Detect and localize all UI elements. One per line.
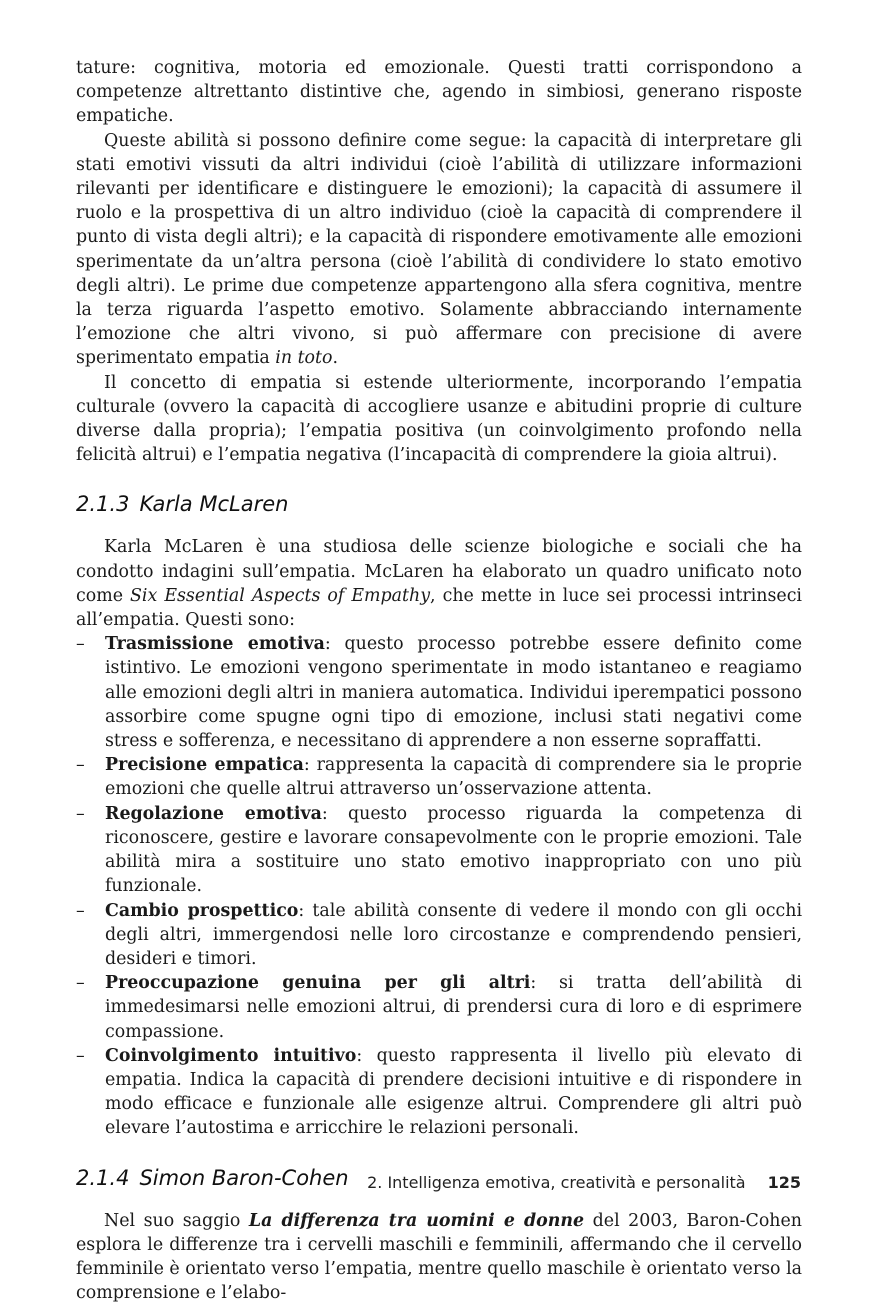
- list-item-term: Preoccupazione genuina per gli altri: [105, 973, 531, 994]
- list-item: [76, 971, 802, 1044]
- italic-six-aspects: Six Essential Aspects of Empathy: [130, 585, 431, 606]
- list-item: [76, 1044, 802, 1141]
- paragraph-baron-cohen-b: del 2003, Baron-Cohen esplora le differenze tra i cervelli maschili e femminili, affermando che il cervello femminile è orientato verso l’empatia, mentre quello maschile è orientato verso la comprensione e l’elabo-: [76, 1210, 802, 1304]
- list-item-text: : questo processo potrebbe essere definito come istintivo. Le emozioni vengono sperimentate in modo istantaneo e reagiamo alle emozioni degli altri in maniera automatica. Individui iperempatici possono assorbire come spugne ogni tipo di emozione, inclusi stati negativi come stress e sofferenza, e necessitano di apprendere a non esserne sopraffatti.: [105, 634, 802, 752]
- page-body: [76, 56, 802, 1305]
- aspects-list: [76, 632, 802, 1140]
- paragraph-abilities-text: Queste abilità si possono definire come segue: la capacità di interpretare gli stati emotivi vissuti da altri individui (cioè l’abilità di utilizzare informazioni rilevanti per identificare e distinguere le emozioni); la capacità di assumere il ruolo e la prospettiva di un altro individuo (cioè la capacità di comprendere il punto di vista degli altri); e la capacità di rispondere emotivamente alle emozioni sperimentate da un’altra persona (cioè l’abilità di condividere lo stato emotivo degli altri). Le prime due competenze appartengono alla sfera cognitiva, mentre la terza riguarda l’aspetto emotivo. Solamente abbracciando internamente l’emozione che altri vivono, si può affermare con precisione di avere sperimentato empatia: [76, 130, 802, 369]
- page-number: 125: [767, 1173, 801, 1192]
- list-item-text: : questo rappresenta il livello più elevato di empatia. Indica la capacità di prendere decisioni intuitive e di rispondere in modo efficace e funzionale alle esigenze altrui. Comprendere gli altri può elevare l’autostima e arricchire le relazioni personali.: [105, 1045, 802, 1139]
- list-item: [76, 899, 802, 972]
- list-item: [76, 753, 802, 801]
- list-item-term: Precisione empatica: [105, 755, 304, 776]
- list-item-text: : tale abilità consente di vedere il mondo con gli occhi degli altri, immergendosi nelle loro circostanze e comprendendo pensieri, desideri e timori.: [105, 900, 803, 969]
- bold-italic-book-title: La differenza tra uomini e donne: [248, 1210, 585, 1231]
- paragraph-mclaren: [76, 535, 802, 632]
- dash-marker: –: [76, 1045, 85, 1066]
- paragraph-baron-cohen-a: Nel suo saggio: [104, 1210, 249, 1231]
- dash-marker: –: [76, 900, 85, 921]
- list-item: [76, 802, 802, 899]
- section-title: Karla McLaren: [139, 492, 289, 517]
- dash-marker: –: [76, 634, 85, 655]
- paragraph-mclaren-b: , che mette in luce sei processi intrinseci all’empatia. Questi sono:: [76, 585, 802, 631]
- paragraph-abilities-end: .: [332, 348, 339, 369]
- dash-marker: –: [76, 755, 85, 776]
- list-item-term: Cambio prospettico: [105, 900, 299, 921]
- italic-in-toto: in toto: [275, 348, 333, 369]
- paragraph-mclaren-a: Karla McLaren è una studiosa delle scienze biologiche e sociali che ha condotto indagini sull’empatia. McLaren ha elaborato un quadro unificato noto come: [76, 537, 802, 606]
- section-number: 2.1.4: [76, 1165, 130, 1190]
- dash-marker: –: [76, 973, 85, 994]
- list-item: [76, 632, 802, 753]
- section-heading-karla-mclaren: [76, 491, 802, 517]
- list-item-term: Coinvolgimento intuitivo: [105, 1045, 357, 1066]
- list-item-term: Regolazione emotiva: [105, 803, 322, 824]
- list-item-text: : questo processo riguarda la competenza di riconoscere, gestire e lavorare consapevolmente con le proprie emozioni. Tale abilità mira a sostituire uno stato emotivo inappropriato con uno più funzionale.: [105, 803, 802, 897]
- page-footer: [0, 1173, 801, 1192]
- paragraph-empathy-types: Il concetto di empatia si estende ulteriormente, incorporando l’empatia culturale (ovvero la capacità di accogliere usanze e abitudini proprie di culture diverse dalla propria); l’empatia positiva (un coinvolgimento profondo nella felicità altrui) e l’empatia negativa (l’incapacità di comprendere la gioia altrui).: [76, 372, 802, 466]
- dash-marker: –: [76, 803, 85, 824]
- section-title: Simon Baron-Cohen: [139, 1165, 349, 1190]
- paragraph-abilities: [76, 129, 802, 371]
- running-footer-chapter: 2. Intelligenza emotiva, creatività e personalità: [367, 1173, 746, 1192]
- list-item-text: : rappresenta la capacità di comprendere sia le proprie emozioni che quelle altrui attraverso un’osservazione attenta.: [105, 755, 802, 800]
- section-number: 2.1.3: [76, 492, 130, 517]
- paragraph-baron-cohen: [76, 1209, 802, 1305]
- paragraph-intro-continued: tature: cognitiva, motoria ed emozionale. Questi tratti corrispondono a competenze altrettanto distintive che, agendo in simbiosi, generano risposte empatiche.: [76, 58, 802, 127]
- list-item-text: : si tratta dell’abilità di immedesimarsi nelle emozioni altrui, di prendersi cura di loro e di esprimere compassione.: [105, 973, 802, 1042]
- list-item-term: Trasmissione emotiva: [105, 634, 325, 655]
